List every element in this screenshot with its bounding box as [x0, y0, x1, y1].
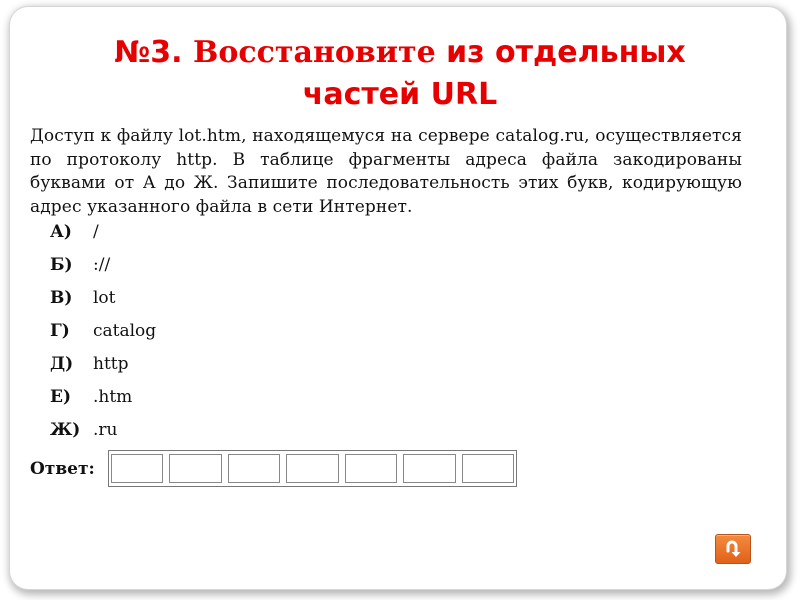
answer-cell-3[interactable] — [228, 454, 280, 483]
answer-cell-1[interactable] — [111, 454, 163, 483]
answer-cell-7[interactable] — [462, 454, 514, 483]
option-value: lot — [93, 288, 116, 308]
option-key: В) — [50, 288, 73, 308]
option-value: http — [93, 354, 129, 374]
option-value: / — [93, 222, 99, 242]
option-e — [50, 387, 250, 411]
option-key: Д) — [50, 354, 74, 374]
option-value: .htm — [93, 387, 133, 407]
option-value: :// — [93, 255, 111, 275]
answer-label: Ответ: — [30, 459, 95, 479]
answer-cell-5[interactable] — [345, 454, 397, 483]
option-b — [50, 255, 250, 279]
option-d — [50, 354, 250, 378]
option-key: Е) — [50, 387, 72, 407]
option-key: Г) — [50, 321, 70, 341]
option-key: Ж) — [50, 420, 81, 440]
option-value: .ru — [93, 420, 118, 440]
task-text: Доступ к файлу lot.htm, находящемуся на сервере catalog.ru, осуществляется по протоколу http. В таблице фрагменты адреса файла закодированы буквами от А до Ж. Запишите последовательность этих букв, кодирующую адрес указанного файла в сети Интернет. — [30, 126, 742, 217]
title-words-from-parts: из отдельных — [446, 35, 686, 70]
answer-cell-2[interactable] — [169, 454, 221, 483]
title-line-2: частей URL — [302, 77, 498, 112]
option-key: А) — [50, 222, 72, 242]
title-word-restore: Восстановите — [193, 35, 436, 70]
task-number: №3. — [114, 35, 183, 70]
slide-title — [0, 32, 800, 116]
option-a — [50, 222, 250, 246]
option-v — [50, 288, 250, 312]
option-key: Б) — [50, 255, 73, 275]
answer-cell-6[interactable] — [403, 454, 455, 483]
option-zh — [50, 420, 250, 444]
title-line-1 — [0, 32, 800, 74]
option-g — [50, 321, 250, 345]
return-button[interactable] — [715, 534, 751, 564]
answer-grid — [108, 450, 517, 487]
option-value: catalog — [93, 321, 157, 341]
return-arrow-icon — [722, 538, 744, 560]
answer-cell-4[interactable] — [286, 454, 338, 483]
